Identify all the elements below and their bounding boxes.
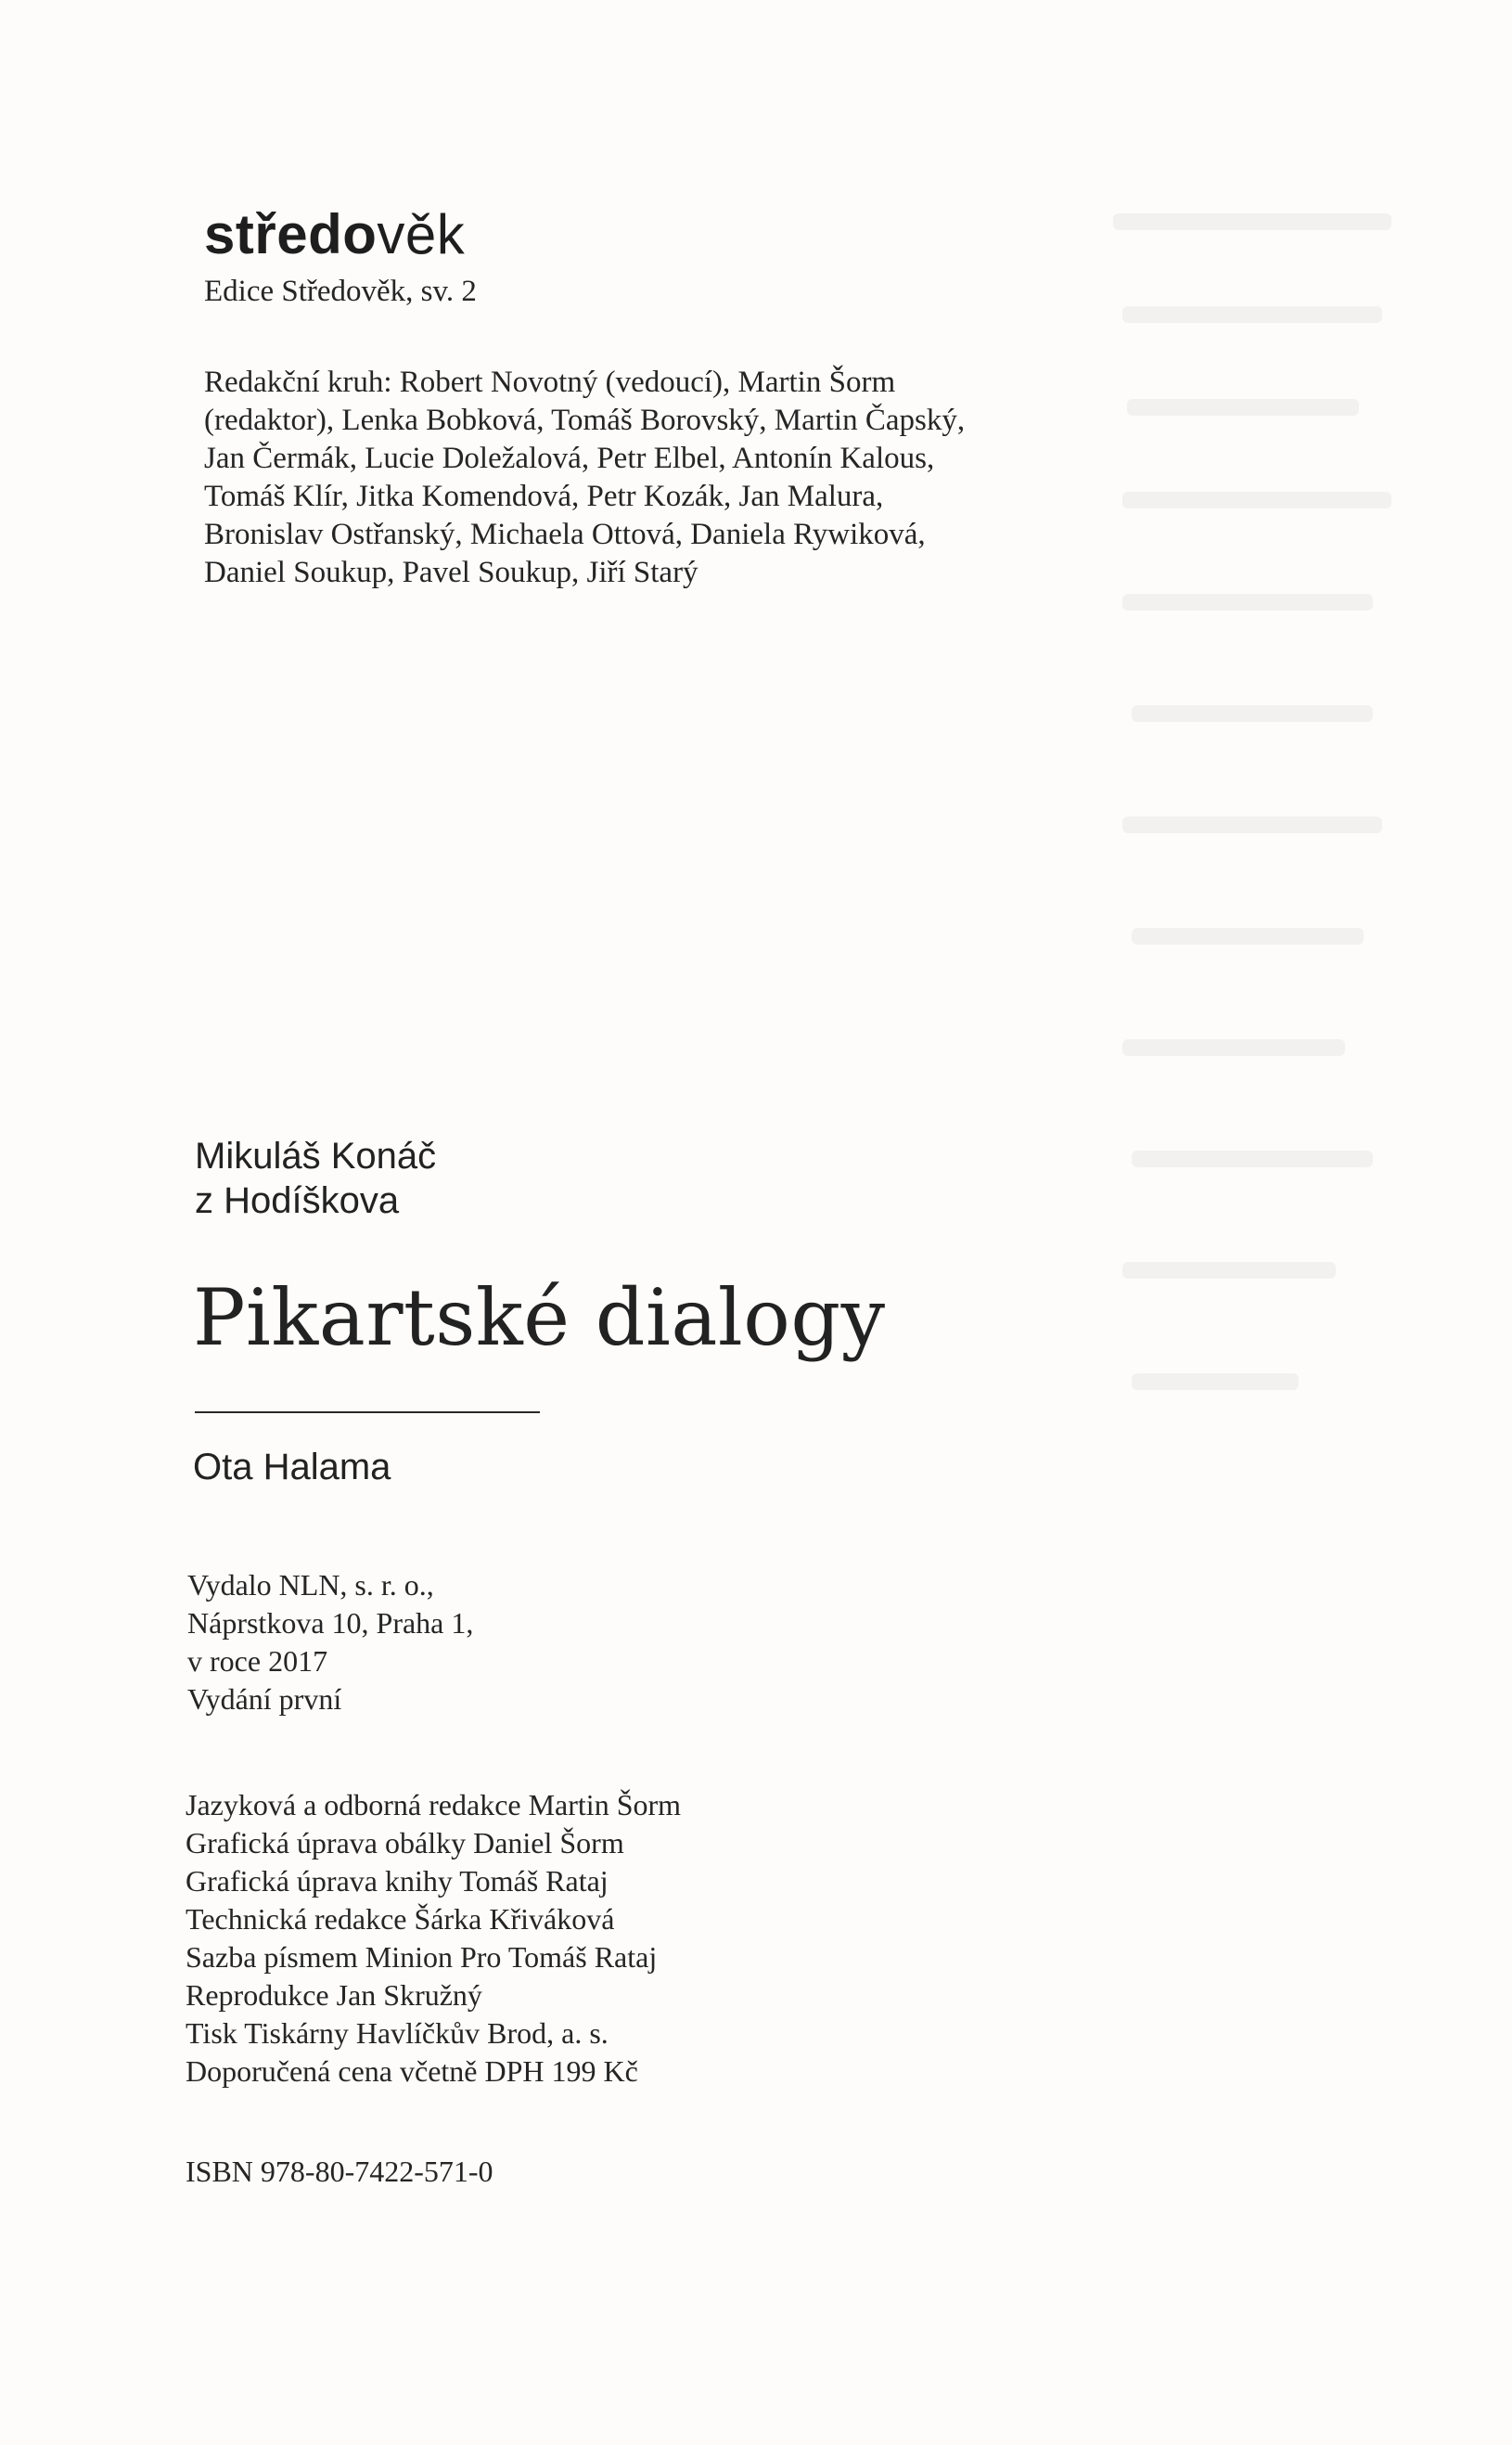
series-header xyxy=(204,202,1132,310)
credit-line: Grafická úprava obálky Daniel Šorm xyxy=(186,1826,624,1859)
series-logo xyxy=(204,202,1132,267)
editorial-board-line: Tomáš Klír, Jitka Komendová, Petr Kozák, Jan Malura, xyxy=(204,480,884,513)
series-logo-bold: středo xyxy=(204,203,378,265)
credit-line: Sazba písmem Minion Pro Tomáš Rataj xyxy=(186,1940,658,1974)
credit-line: Technická redakce Šárka Křiváková xyxy=(186,1902,615,1936)
editorial-board-line: Redakční kruh: Robert Novotný (vedoucí), Martin Šorm xyxy=(204,366,896,399)
editorial-board-line: Bronislav Ostřanský, Michaela Ottová, Daniela Rywiková, xyxy=(204,518,926,551)
isbn: ISBN 978-80-7422-571-0 xyxy=(186,2155,493,2188)
publisher-line: Vydalo NLN, s. r. o., xyxy=(187,1568,434,1602)
title-divider xyxy=(195,1411,540,1413)
publisher-info xyxy=(187,1566,1022,1718)
publisher-line: v roce 2017 xyxy=(187,1644,328,1678)
translator-name: Ota Halama xyxy=(193,1447,391,1487)
series-logo-light: věk xyxy=(377,203,466,265)
editorial-board-line: (redaktor), Lenka Bobková, Tomáš Borovský, Martin Čapský, xyxy=(204,404,966,437)
credit-line: Grafická úprava knihy Tomáš Rataj xyxy=(186,1864,609,1898)
credit-line: Reprodukce Jan Skružný xyxy=(186,1978,482,2012)
book-author xyxy=(195,1134,1030,1223)
editorial-board-line: Daniel Soukup, Pavel Soukup, Jiří Starý xyxy=(204,556,698,589)
publisher-line: Vydání první xyxy=(187,1682,342,1716)
editorial-board-line: Jan Čermák, Lucie Doležalová, Petr Elbel, Antonín Kalous, xyxy=(204,442,935,475)
publisher-line: Náprstkova 10, Praha 1, xyxy=(187,1606,474,1640)
production-credits xyxy=(186,1786,1113,2091)
credit-line: Jazyková a odborná redakce Martin Šorm xyxy=(186,1788,682,1821)
series-edition: Edice Středověk, sv. 2 xyxy=(204,275,477,308)
book-title: Pikartské dialogy xyxy=(193,1272,886,1363)
credit-line: Doporučená cena včetně DPH 199 Kč xyxy=(186,2054,638,2088)
author-origin: z Hodíškova xyxy=(195,1180,400,1221)
credit-line: Tisk Tiskárny Havlíčkův Brod, a. s. xyxy=(186,2016,609,2050)
editorial-board xyxy=(204,364,1132,592)
author-name: Mikuláš Konáč xyxy=(195,1136,437,1177)
